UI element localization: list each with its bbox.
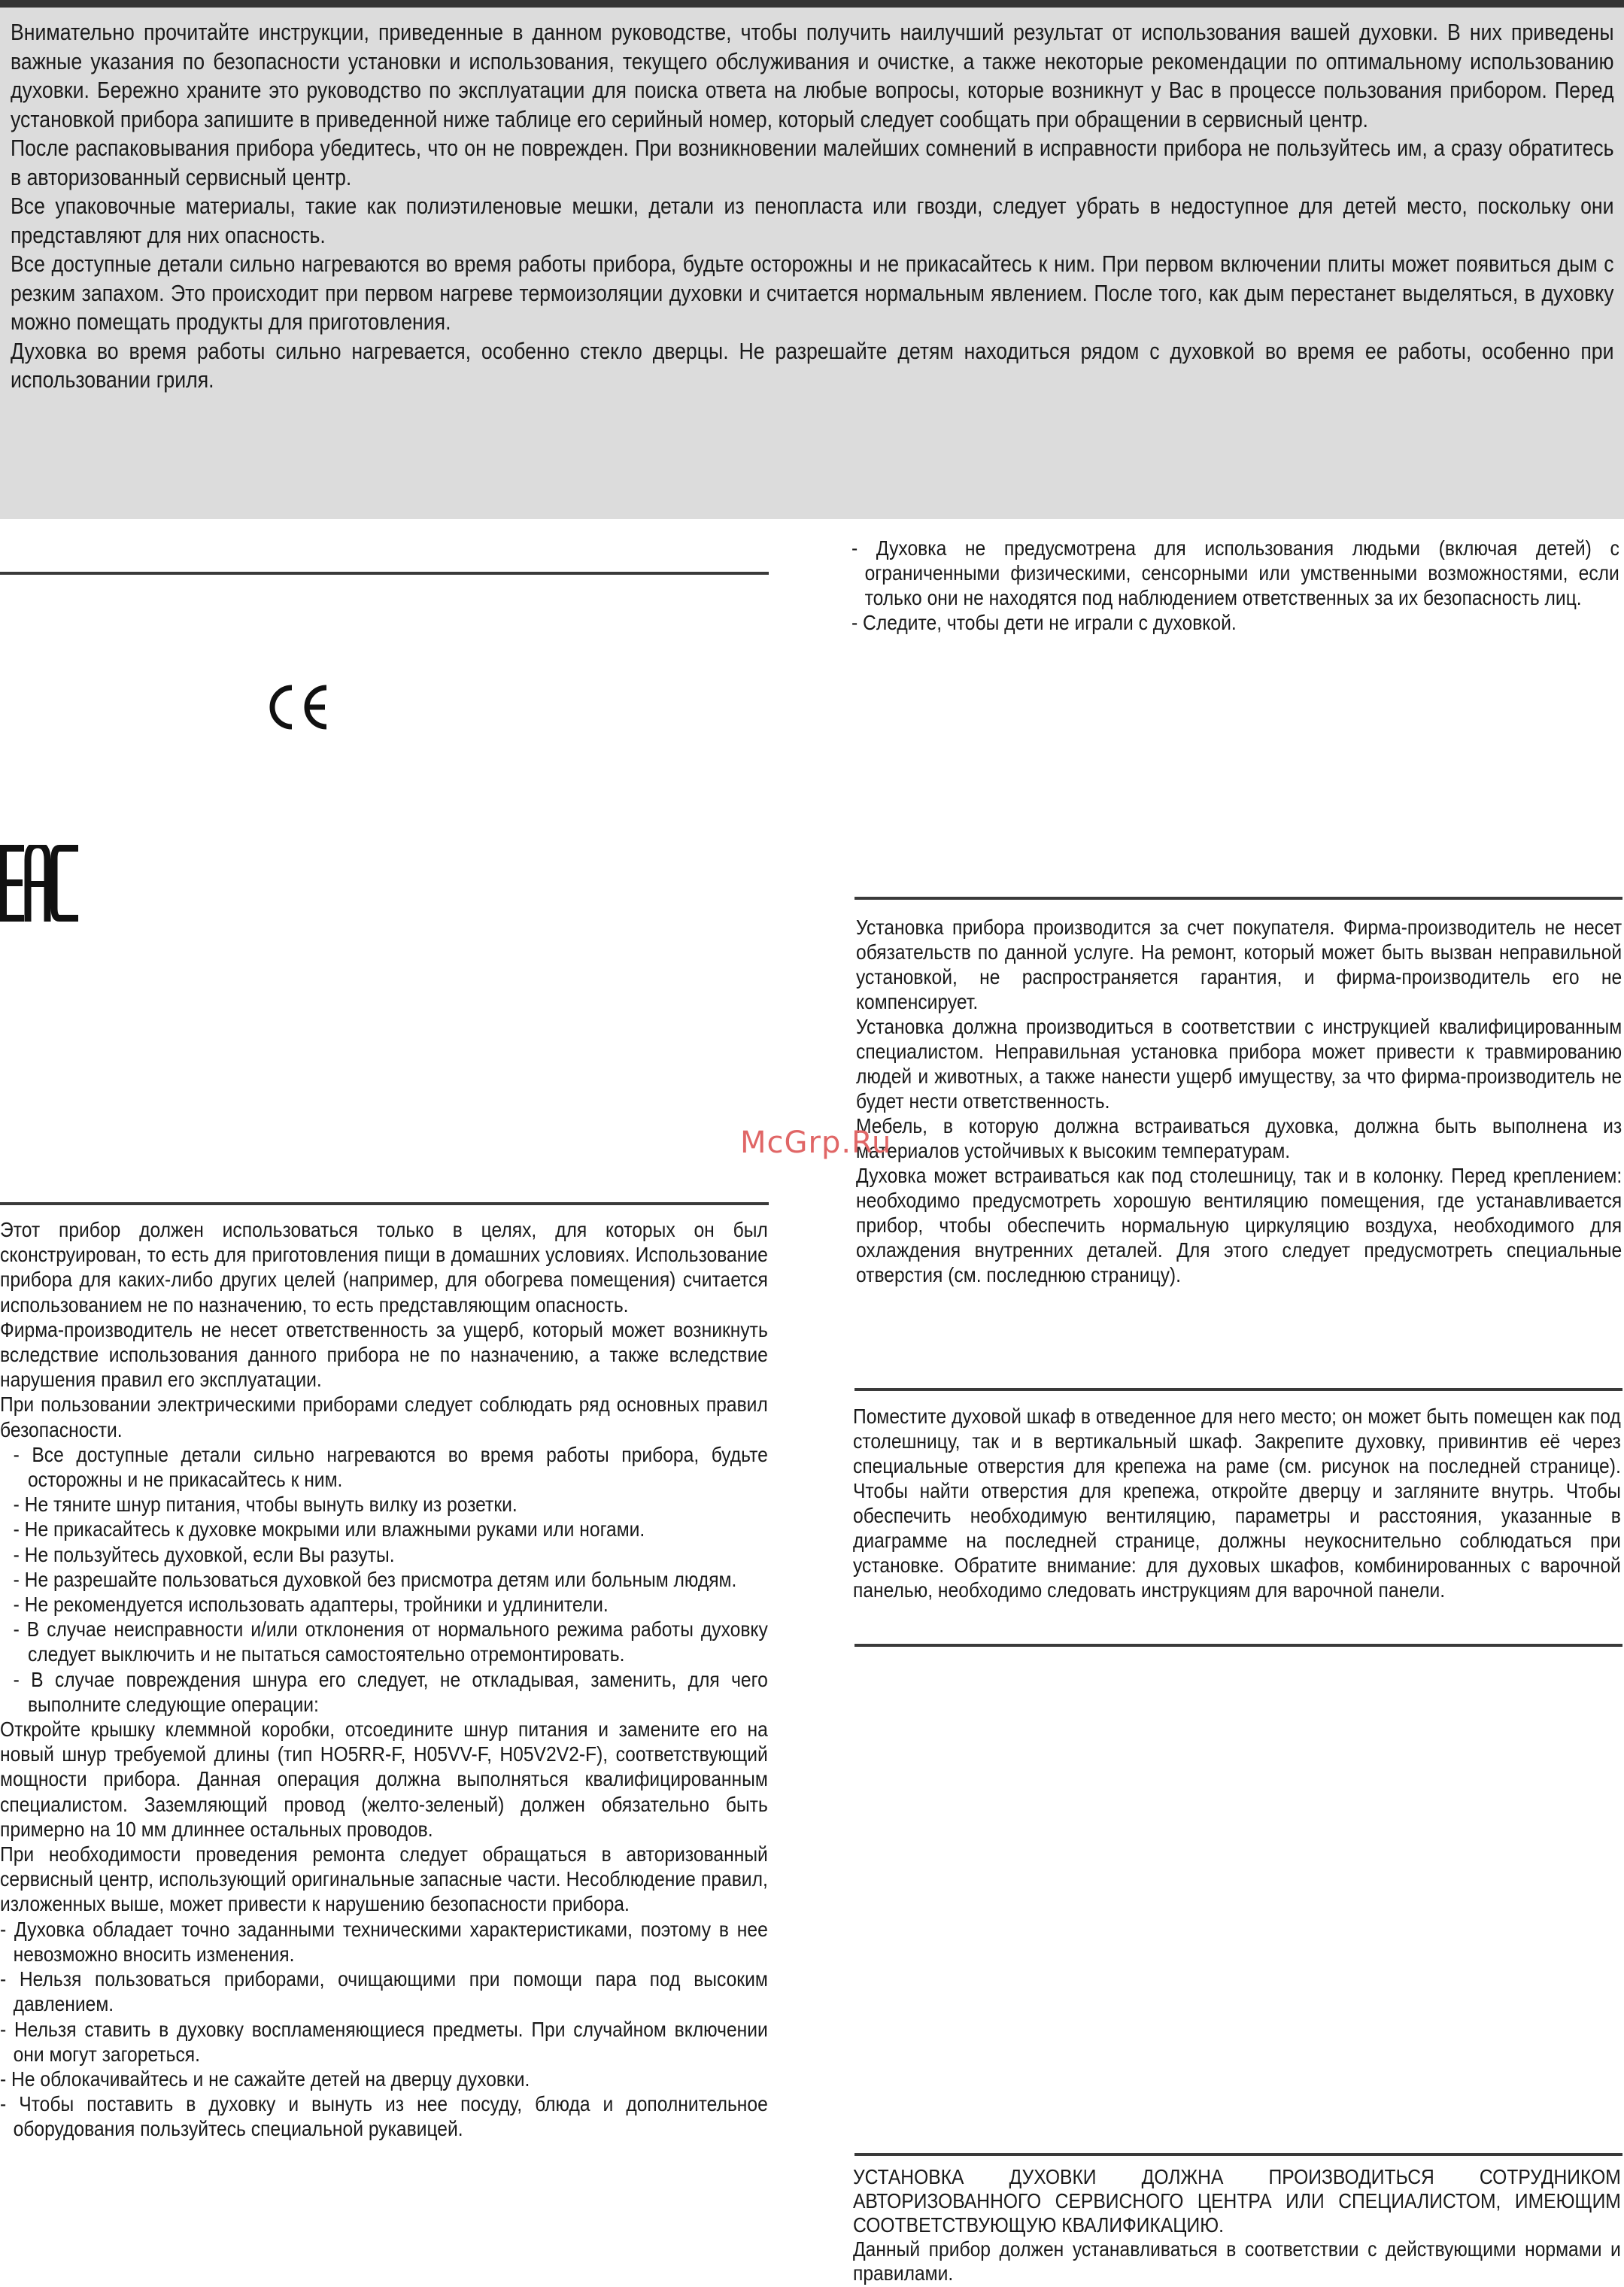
section-rule	[854, 1644, 1622, 1647]
watermark-text: McGrp.Ru	[740, 1125, 892, 1160]
intro-paragraph: После распаковывания прибора убедитесь, что он не поврежден. При возникновении малейших сомнений в исправности прибора не пользуйтесь им, а сразу обратитесь в авторизованный сервисный центр.	[11, 135, 1614, 190]
placement-section	[853, 1404, 1622, 1602]
intro-paragraph: Все доступные детали сильно нагреваются во время работы прибора, будьте осторожны и не прикасайтесь к ним. При первом включении плиты может появиться дым с резким запахом. Это происходит при первом нагреве термоизоляции духовки и считается нормальным явлением. После того, как дым перестанет выделяться, в духовку можно помещать продукты для приготовления.	[11, 251, 1614, 335]
list-item: - Нельзя ставить в духовку воспламеняющиеся предметы. При случайном включении они могут загореться.	[0, 2017, 768, 2066]
list-item: - Не облокачивайтесь и не сажайте детей на дверцу духовки.	[0, 2067, 530, 2091]
placement-paragraph: Поместите духовой шкаф в отведенное для него место; он может быть помещен как под столешницу, так и в вертикальный шкаф. Закрепите духовку, привинтив её через специальные отверстия для крепежа на раме (см. рисунок на последней странице). Чтобы найти отверстия для крепежа, откройте дверцу и загляните внутрь. Чтобы обеспечить необходимую вентиляцию, параметры и расстояния, указанные в диаграмме на последней странице, должны неукоснительно соблюдаться при установке. Обратите внимание: для духовых шкафов, комбинированных с варочной панелью, необходимо следовать инструкциям для варочной панели.	[853, 1405, 1621, 1602]
list-item: - Духовка обладает точно заданными техническими характеристиками, поэтому в нее невозможно вносить изменения.	[0, 1917, 768, 1966]
list-item: - Не пользуйтесь духовкой, если Вы разуты.	[13, 1542, 395, 1566]
eac-mark-logo	[0, 845, 78, 925]
installation-paragraph: Мебель, в которую должна встраиваться духовка, должна быть выполнена из материалов устойчивых к высоким температурам.	[856, 1114, 1622, 1162]
list-item: - Не рекомендуется использовать адаптеры, тройники и удлинители.	[13, 1593, 609, 1617]
safety-paragraph: Фирма-производитель не несет ответственность за ущерб, который может возникнуть вследствие использования данного прибора не по назначению, а также вследствие нарушения правил его эксплуатации.	[0, 1317, 768, 1392]
list-item: - В случае повреждения шнура его следует, не откладывая, заменить, для чего выполните следующие операции:	[13, 1667, 768, 1716]
installer-notice-caps: УСТАНОВКА ДУХОВКИ ДОЛЖНА ПРОИЗВОДИТЬСЯ СОТРУДНИКОМ АВТОРИЗОВАННОГО СЕРВИСНОГО ЦЕНТРА ИЛИ СПЕЦИАЛИСТОМ, ИМЕЮЩИМ СООТВЕТСТВУЮЩУЮ КВАЛИФИКАЦИЮ.	[853, 2165, 1621, 2237]
installation-paragraph: Духовка может встраиваться как под столешницу, так и в колонку. Перед креплением: необходимо предусмотреть хорошую вентиляцию помещения, где устанавливается прибор, чтобы обеспечить нормальную циркуляцию воздуха, необходимого для охлаждения внутренних деталей. Для этого следует предусмотреть специальные отверстия (см. последнюю страницу).	[856, 1164, 1622, 1286]
child-safety-list	[851, 536, 1619, 635]
safety-paragraph: Этот прибор должен использоваться только в целях, для которых он был сконструирован, то есть для приготовления пищи в домашних условиях. Использование прибора для каких-либо других целей (например, для обогрева помещения) считается использованием не по назначению, то есть представляющим опасность.	[0, 1218, 768, 1317]
list-item: - Нельзя пользоваться приборами, очищающими при помощи пара под высоким давлением.	[0, 1967, 768, 2016]
safety-paragraph: При пользовании электрическими приборами следует соблюдать ряд основных правил безопасности.	[0, 1393, 768, 1441]
list-item: - Чтобы поставить в духовку и вынуть из нее посуду, блюда и дополнительное оборудования пользуйтесь специальной рукавицей.	[0, 2092, 768, 2141]
list-item: - Не прикасайтесь к духовке мокрыми или влажными руками или ногами.	[13, 1517, 645, 1541]
list-item: - Следите, чтобы дети не играли с духовкой.	[851, 611, 1237, 634]
intro-paragraph: Внимательно прочитайте инструкции, приведенные в данном руководстве, чтобы получить наилучший результат от использования вашей духовки. В них приведены важные указания по безопасности установки и использования, текущего обслуживания и очистке, а также некоторые рекомендации по оптимальному использованию духовки. Бережно храните это руководство по эксплуатации для поиска ответа на любые вопросы, которые возникнут у Вас в процессе пользования прибором. Перед установкой прибора запишите в приведенной ниже таблице его серийный номер, который следует сообщать при обращении в сервисный центр.	[11, 19, 1614, 132]
right-top-section	[851, 536, 1622, 635]
installer-notice-section	[853, 2165, 1622, 2285]
list-item: - Все доступные детали сильно нагреваются во время работы прибора, будьте осторожны и не прикасайтесь к ним.	[13, 1442, 768, 1492]
installation-paragraph: Установка прибора производится за счет покупателя. Фирма-производитель не несет обязательств по данной услуге. На ремонт, который может быть вызван неправильной установкой, не распространяется гарантия, и фирма-производитель его не компенсирует.	[856, 916, 1622, 1013]
installation-paragraph: Установка должна производиться в соответствии с инструкцией квалифицированным специалистом. Неправильная установка прибора может привести к травмированию людей и животных, а также нанести ущерб имуществу, за что фирма-производитель не будет нести ответственность.	[856, 1015, 1622, 1113]
ce-mark-logo	[265, 683, 332, 735]
safety-list	[0, 1442, 768, 1717]
top-bar	[0, 0, 1624, 8]
intro-paragraph: Духовка во время работы сильно нагревается, особенно стекло дверцы. Не разрешайте детям находиться рядом с духовкой во время ее работы, особенно при использовании гриля.	[11, 337, 1614, 393]
safety-section	[0, 1217, 769, 2142]
section-rule	[854, 897, 1622, 900]
safety-paragraph: При необходимости проведения ремонта следует обращаться в авторизованный сервисный центр, использующий оригинальные запасные части. Несоблюдение правил, изложенных выше, может привести к нарушению безопасности прибора.	[0, 1842, 768, 1916]
installer-notice-text: Данный прибор должен устанавливаться в соответствии с действующими нормами и правилами.	[853, 2237, 1621, 2285]
list-item: - Не разрешайте пользоваться духовкой без присмотра детям или больным людям.	[13, 1567, 737, 1591]
list-item: - В случае неисправности и/или отклонения от нормального режима работы духовку следует выключить и не пытаться самостоятельно отремонтировать.	[13, 1617, 768, 1666]
safety-list	[0, 1917, 768, 2142]
list-item: - Не тяните шнур питания, чтобы вынуть вилку из розетки.	[13, 1493, 518, 1517]
list-item: - Духовка не предусмотрена для использования людьми (включая детей) с ограниченными физическими, сенсорными или умственными возможностями, если только они не находятся под наблюдением ответственных за их безопасность лиц.	[851, 536, 1619, 609]
installation-section	[856, 915, 1623, 1287]
section-rule	[0, 572, 769, 575]
intro-box	[0, 8, 1624, 519]
section-rule	[0, 1202, 769, 1205]
intro-paragraph: Все упаковочные материалы, такие как полиэтиленовые мешки, детали из пенопласта или гвозди, следует убрать в недоступное для детей место, поскольку они представляют для них опасность.	[11, 193, 1614, 248]
section-rule	[854, 1388, 1622, 1391]
section-rule	[854, 2153, 1622, 2156]
safety-paragraph: Откройте крышку клеммной коробки, отсоедините шнур питания и замените его на новый шнур требуемой длины (тип HO5RR-F, H05VV-F, H05V2V2-F), соответствующий мощности прибора. Данная операция должна выполняться квалифицированным специалистом. Заземляющий провод (желто-зеленый) должен обязательно быть примерно на 10 мм длиннее остальных проводов.	[0, 1718, 768, 1841]
